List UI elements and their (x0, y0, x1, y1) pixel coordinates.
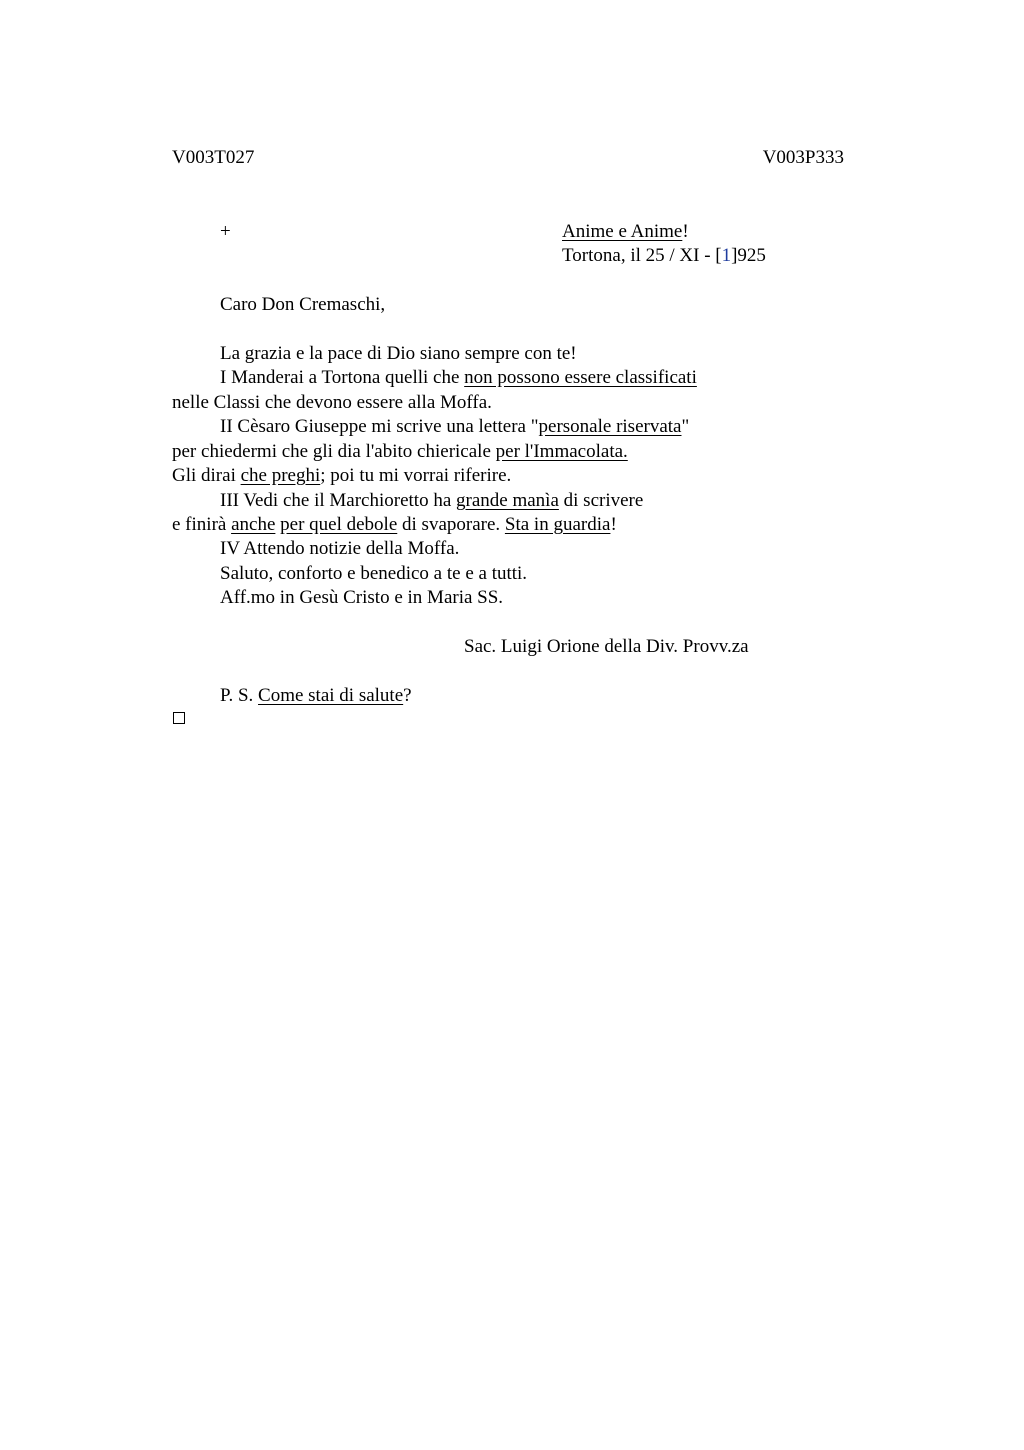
paragraph-4: IV Attendo notizie della Moffa. (220, 538, 460, 559)
paragraph-2-line-3 (172, 464, 511, 488)
postscript (220, 684, 412, 708)
closing-line-1: Saluto, conforto e benedico a te e a tutti. (220, 563, 528, 584)
signature: Sac. Luigi Orione della Div. Provv.za (464, 636, 749, 657)
paragraph-3-line-2 (172, 513, 617, 537)
date-suffix: ]925 (731, 245, 766, 266)
cross-symbol: + (220, 221, 231, 242)
underlined-phrase: personale riservata (538, 416, 682, 437)
text-run: II Cèsaro Giuseppe mi scrive una lettera " (220, 416, 539, 437)
text-run: III Vedi che il Marchioretto ha (220, 490, 457, 511)
text-run: e finirà (172, 514, 232, 535)
underlined-phrase: Come stai di salute (258, 685, 404, 706)
text-run: di svaporare. (397, 514, 505, 535)
text-run: di scrivere (558, 490, 644, 511)
letter-date (562, 244, 766, 268)
underlined-phrase: Sta in guardia (504, 514, 611, 535)
motto-underlined: Anime e Anime (562, 221, 683, 242)
underlined-phrase: per quel debole (280, 514, 398, 535)
paragraph-2-line-1 (220, 415, 689, 439)
underlined-phrase: che preghi (240, 465, 321, 486)
document-code-left: V003T027 (172, 147, 255, 168)
salutation: Caro Don Cremaschi, (220, 294, 386, 315)
motto (562, 220, 689, 244)
greeting-line: La grazia e la pace di Dio siano sempre con te! (220, 343, 577, 364)
document-code-right: V003P333 (762, 147, 844, 168)
text-run: Gli dirai (172, 465, 241, 486)
closing-line-2: Aff.mo in Gesù Cristo e in Maria SS. (220, 587, 504, 608)
underlined-phrase: grande manìa (456, 490, 559, 511)
underlined-phrase: anche (231, 514, 276, 535)
text-run: ! (610, 514, 617, 535)
empty-square-symbol (173, 712, 185, 724)
motto-end: ! (682, 221, 689, 242)
text-run: per chiedermi che gli dia l'abito chiericale (172, 441, 496, 462)
paragraph-1-line-1 (220, 366, 697, 390)
text-run: " (681, 416, 690, 437)
text-run: I Manderai a Tortona quelli che (220, 367, 465, 388)
text-run: ? (403, 685, 412, 706)
underlined-phrase: non possono essere classificati (464, 367, 697, 388)
underlined-phrase: per l'Immacolata. (495, 441, 628, 462)
date-editorial-digit: 1 (721, 245, 732, 266)
text-run: ; poi tu mi vorrai riferire. (320, 465, 512, 486)
text-run: P. S. (220, 685, 259, 706)
paragraph-3-line-1 (220, 489, 643, 513)
paragraph-2-line-2 (172, 440, 628, 464)
date-prefix: Tortona, il 25 / XI - [ (562, 245, 722, 266)
paragraph-1-line-2: nelle Classi che devono essere alla Moffa. (172, 392, 492, 413)
